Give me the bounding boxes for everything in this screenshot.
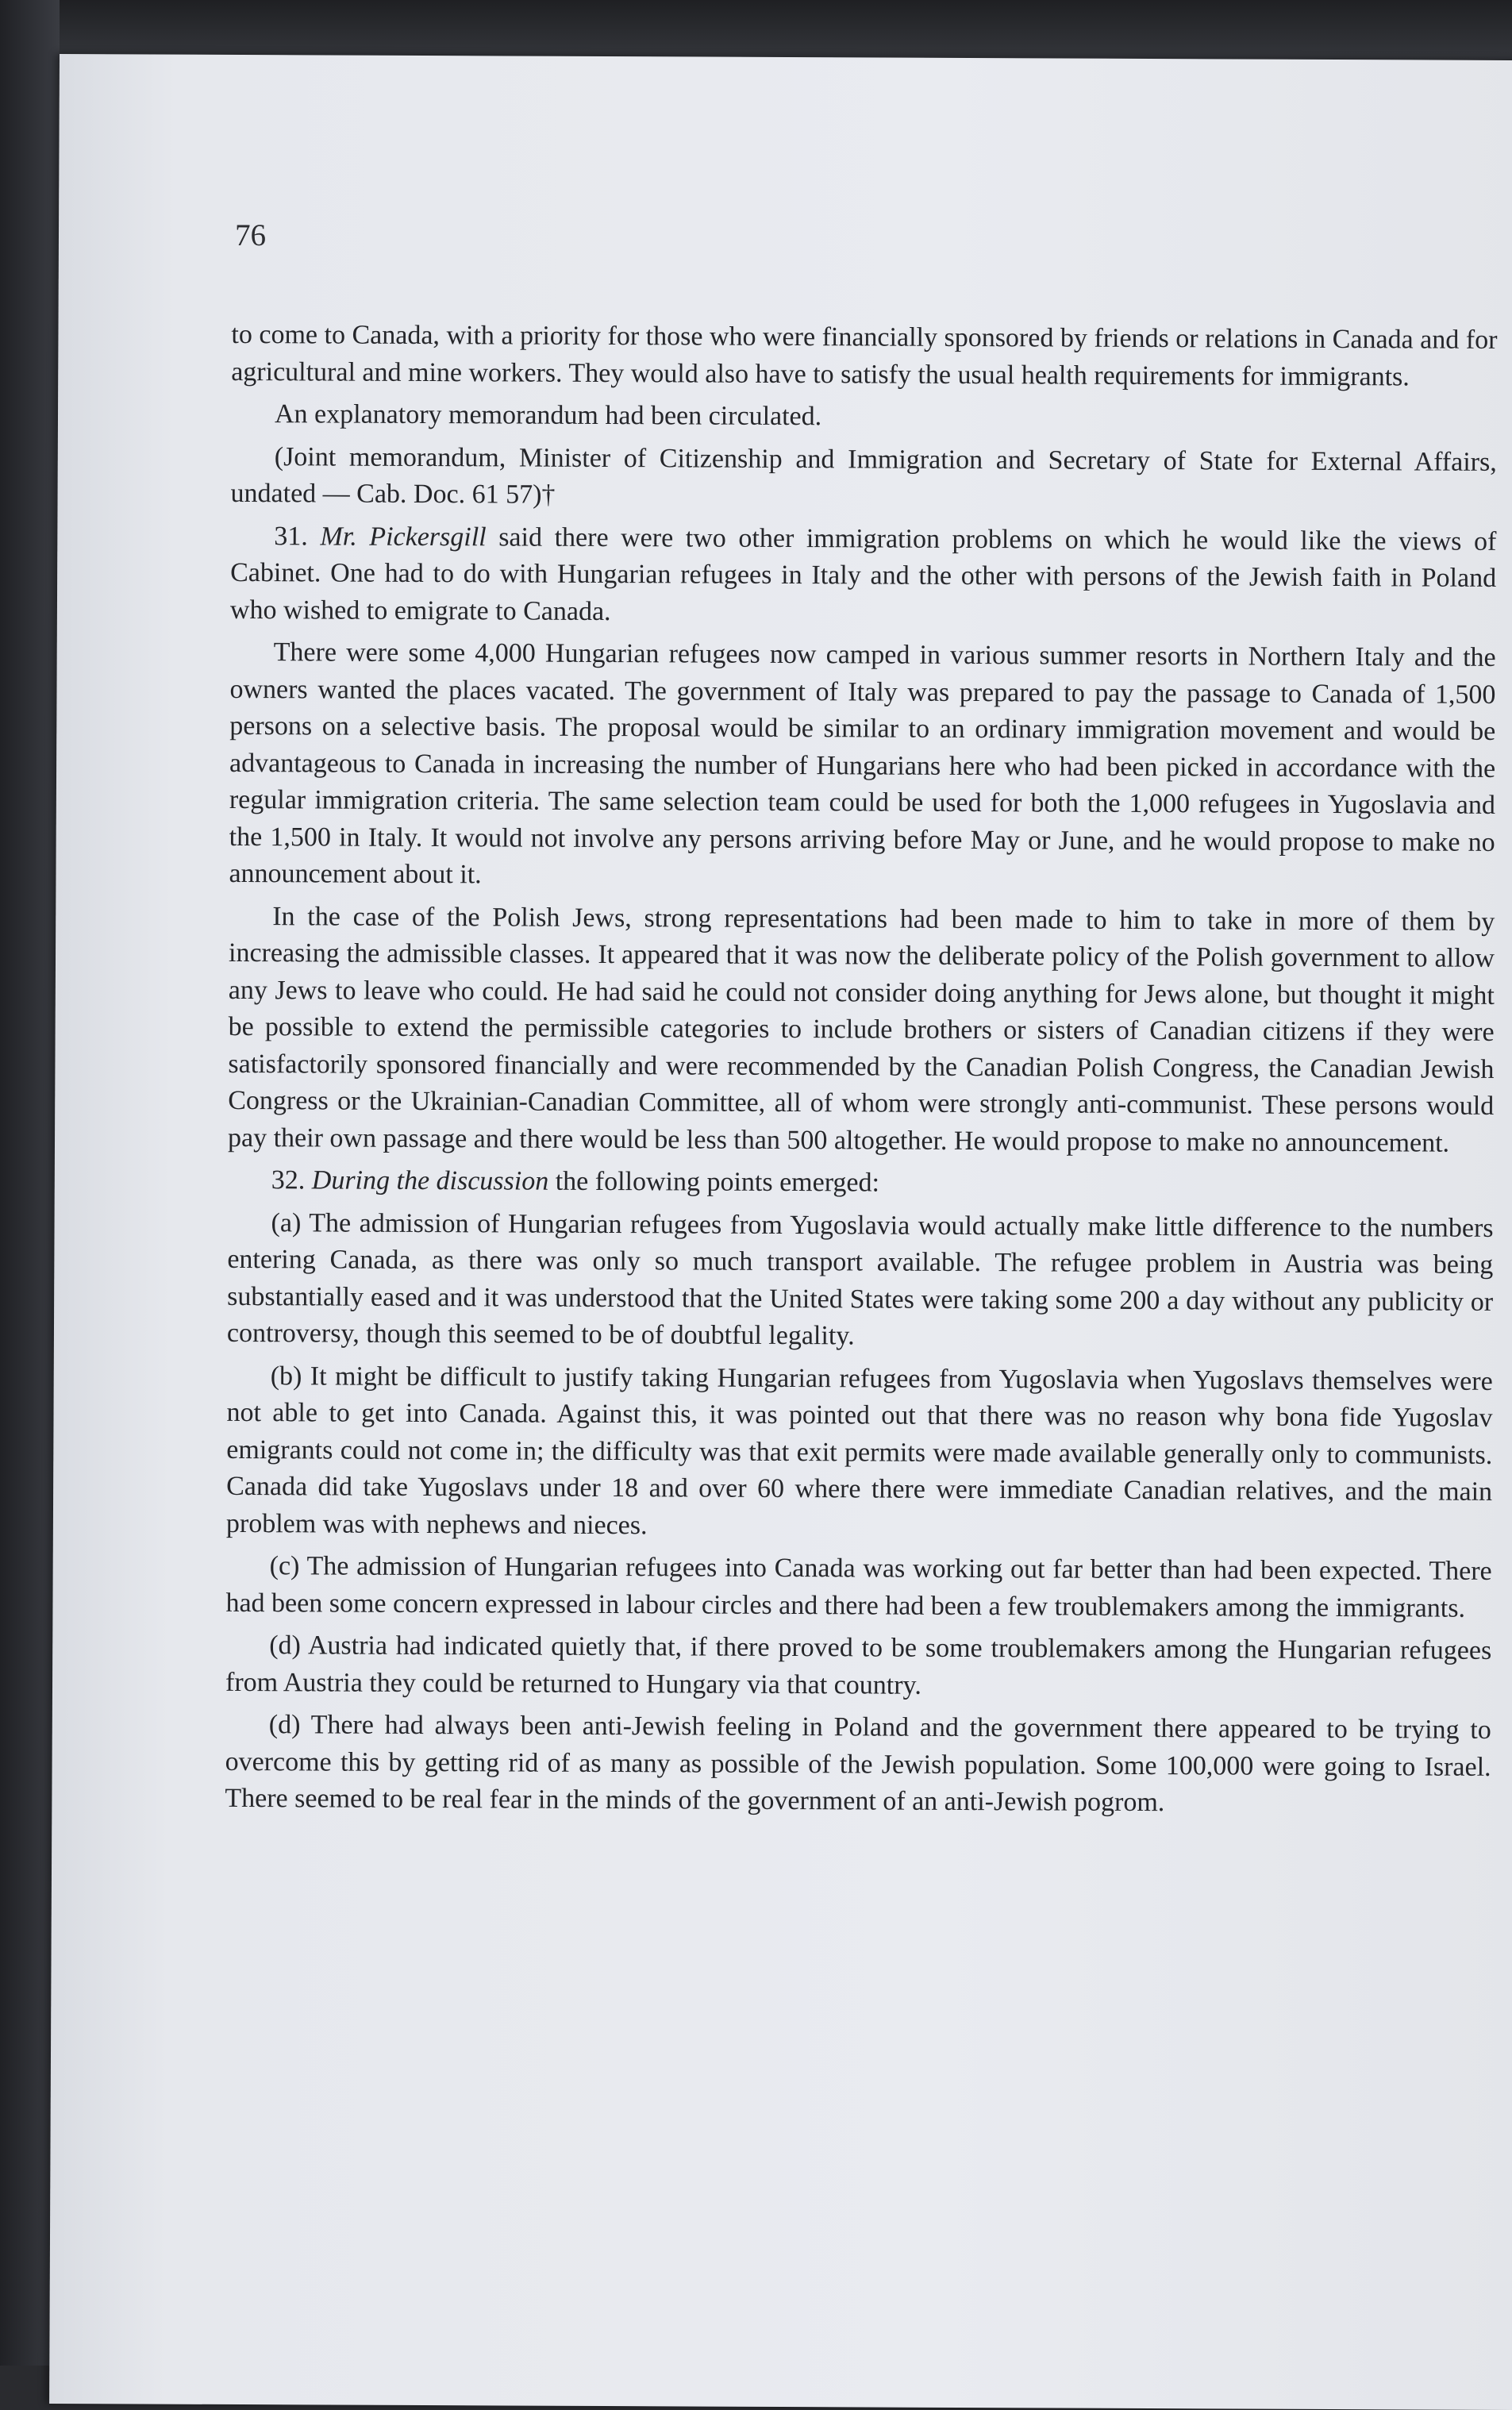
paragraph-text: the following points emerged:	[548, 1166, 880, 1198]
book-page	[49, 54, 1512, 2410]
scan-backdrop-top	[0, 0, 1512, 60]
paragraph-text: said there were two other immigration problems on which he would like the views of Cabinet. One had to do with Hungarian refugees in Italy and the other with persons of the Jewish faith in Poland who wished to emigrate to Canada.	[229, 522, 1497, 626]
point-d-austria: (d) Austria had indicated quietly that, if there proved to be some troublemakers among the Hungarian refugees from Austria they could be returned to Hungary via that country.	[225, 1630, 1492, 1700]
paragraph-memorandum-note: An explanatory memorandum had been circulated.	[274, 399, 822, 432]
paragraph-document-reference: (Joint memorandum, Minister of Citizenship and Immigration and Secretary of State for External Affairs, undated — Cab. Doc. 61 57)†	[230, 441, 1497, 510]
paragraph-32	[228, 1162, 1494, 1204]
discussion-lead: During the discussion	[311, 1165, 549, 1196]
paragraph-31	[230, 518, 1497, 633]
point-a: (a) The admission of Hungarian refugees from Yugoslavia would actually make little difference to the numbers entering Canada, as there was only so much transport available. The refugee problem in Austria was being substantially eased and it was understood that the United States were taking some 200 a day without any publicity or controversy, though this seemed to be of doubtful legality.	[226, 1207, 1494, 1351]
point-c: (c) The admission of Hungarian refugees into Canada was working out far better than had been expected. There had been some concern expressed in labour circles and there had been a few troublemakers among the immigrants.	[225, 1551, 1492, 1623]
body-text	[225, 317, 1497, 1828]
point-b: (b) It might be difficult to justify taking Hungarian refugees from Yugoslavia when Yugoslavs themselves were not able to get into Canada. Against this, it was pointed out that there was no reason why bona fide Yugoslav emigrants could not come in; the difficulty was that exit permits were made available generally only to communists. Canada did take Yugoslavs under 18 and over 60 where there were immediate Canadian relatives, and the main problem was with nephews and nieces.	[225, 1361, 1493, 1540]
page-number: 76	[234, 218, 267, 253]
speaker-name: Mr. Pickersgill	[320, 521, 487, 552]
paragraph-number: 31.	[274, 521, 321, 551]
paragraph-hungarian-refugees-italy: There were some 4,000 Hungarian refugees now camped in various summer resorts in Northern Italy and the owners wanted the places vacated. The government of Italy was prepared to pay the passage to Canada of 1,500 persons on a selective basis. The proposal would be similar to an ordinary immigration movement and would be advantageous to Canada in increasing the number of Hungarians here who had been picked in accordance with the regular immigration criteria. The same selection team could be used for both the 1,000 refugees in Yugoslavia and the 1,500 in Italy. It would not involve any persons arriving before May or June, and he would propose to make no announcement about it.	[229, 637, 1496, 890]
paragraph-polish-jews: In the case of the Polish Jews, strong representations had been made to him to take in more of them by increasing the admissible classes. It appeared that it was now the deliberate policy of the Polish government to allow any Jews to leave who could. He had said he could not consider doing anything for Jews alone, but thought it might be possible to extend the permissible categories to include brothers or sisters of Canadian citizens if they were satisfactorily sponsored financially and were recommended by the Canadian Polish Congress, the Canadian Jewish Congress or the Ukrainian-Canadian Committee, all of whom were strongly anti-communist. These persons would pay their own passage and there would be less than 500 altogether. He would propose to make no announcement.	[227, 901, 1495, 1158]
paragraph-number: 32.	[271, 1165, 312, 1195]
point-d-poland: (d) There had always been anti-Jewish feeling in Poland and the government there appeared to be trying to overcome this by getting rid of as many as possible of the Jewish population. Some 100,000 were going to Israel. There seemed to be real fear in the minds of the government of an anti-Jewish pogrom.	[225, 1710, 1491, 1818]
paragraph-continuation: to come to Canada, with a priority for those who were financially sponsored by friends or relations in Canada and for agricultural and mine workers. They would also have to satisfy the usual health requirements for immigrants.	[231, 319, 1498, 391]
